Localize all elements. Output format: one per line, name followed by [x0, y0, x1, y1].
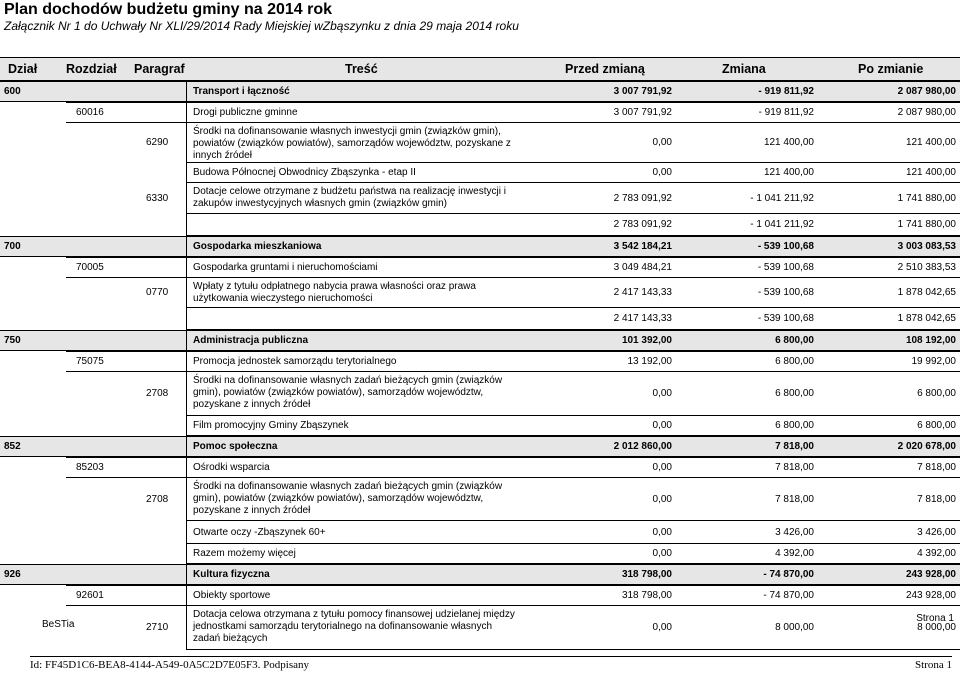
- page-title: Plan dochodów budżetu gminy na 2014 rok: [4, 1, 333, 18]
- cell-zmiana: - 1 041 211,92: [750, 193, 814, 204]
- footer-line: [30, 656, 952, 657]
- cell-tresc: Dotacja celowa otrzymana z tytułu pomocy finansowej udzielanej między jednostkami samorządu terytorialnego na dofinansowanie własnych zadań bieżących: [193, 609, 515, 644]
- cell-po: 2 510 383,53: [897, 262, 956, 273]
- cell-rozdzial: 70005: [76, 262, 104, 273]
- cell-zmiana: 8 000,00: [775, 622, 814, 633]
- cell-zmiana: 4 392,00: [775, 548, 814, 559]
- table-row: [0, 183, 960, 214]
- cell-zmiana: - 919 811,92: [758, 86, 814, 97]
- table-row: [0, 351, 960, 372]
- table-row: [0, 606, 960, 650]
- cell-rozdzial: 92601: [76, 590, 104, 601]
- table-row: [0, 457, 960, 478]
- cell-rozdzial: 75075: [76, 356, 104, 367]
- cell-po: 7 818,00: [917, 462, 956, 473]
- cell-dzial: 926: [4, 569, 21, 580]
- cell-tresc: Środki na dofinansowanie własnych zadań bieżących gmin (związków gmin), powiatów (związków powiatów), samorządów województw, pozyskane z innych źródeł: [193, 375, 503, 410]
- cell-przed: 101 392,00: [621, 335, 672, 346]
- page-subtitle: Załącznik Nr 1 do Uchwały Nr XLI/29/2014 Rady Miejskiej wZbąszynku z dnia 29 maja 2014 roku: [4, 19, 519, 33]
- cell-zmiana: 6 800,00: [775, 335, 814, 346]
- table-row: [0, 521, 960, 544]
- row-divider: [0, 81, 960, 82]
- cell-zmiana: - 539 100,68: [757, 287, 814, 298]
- cell-przed: 2 783 091,92: [613, 193, 672, 204]
- row-divider: [0, 330, 960, 331]
- row-divider: [186, 649, 960, 650]
- table-row: [0, 236, 960, 257]
- cell-tresc: Ośrodki wsparcia: [193, 462, 270, 473]
- table-row: [0, 308, 960, 330]
- cell-tresc: Środki na dofinansowanie własnych inwestycji gmin (związków gmin), powiatów (związków powiatów), samorządów województw, pozyskane z innych źródeł: [193, 126, 511, 161]
- cell-tresc: Obiekty sportowe: [193, 590, 271, 601]
- cell-paragraf: 6290: [146, 137, 169, 148]
- table-header: [0, 57, 960, 81]
- cell-zmiana: 6 800,00: [775, 356, 814, 367]
- header-zmiana: Zmiana: [722, 62, 766, 76]
- cell-tresc: Dotacje celowe otrzymane z budżetu państwa na realizację inwestycji i zakupów inwestycyjnych własnych gmin (związków gmin): [193, 186, 506, 209]
- cell-po: 6 800,00: [917, 388, 956, 399]
- table-body: [0, 81, 960, 650]
- cell-zmiana: - 74 870,00: [763, 569, 814, 580]
- cell-tresc: Film promocyjny Gminy Zbąszynek: [193, 420, 349, 431]
- table-row: [0, 416, 960, 436]
- cell-tresc: Promocja jednostek samorządu terytorialnego: [193, 356, 397, 367]
- cell-przed: 0,00: [652, 494, 672, 505]
- cell-tresc: Transport i łączność: [193, 86, 290, 97]
- cell-po: 6 800,00: [917, 420, 956, 431]
- row-divider: [66, 351, 960, 352]
- cell-przed: 2 417 143,33: [613, 287, 672, 298]
- cell-po: 8 000,00: [917, 622, 956, 633]
- header-paragraf: Paragraf: [134, 62, 185, 76]
- cell-przed: 0,00: [652, 462, 672, 473]
- cell-paragraf: 2708: [146, 388, 169, 399]
- cell-przed: 0,00: [652, 548, 672, 559]
- cell-po: 121 400,00: [905, 137, 956, 148]
- cell-paragraf: 2708: [146, 494, 169, 505]
- cell-po: 1 741 880,00: [897, 219, 956, 230]
- cell-przed: 2 417 143,33: [613, 313, 672, 324]
- cell-dzial: 600: [4, 86, 21, 97]
- cell-przed: 0,00: [652, 388, 672, 399]
- cell-po: 7 818,00: [917, 494, 956, 505]
- header-dzial: Dział: [8, 62, 38, 76]
- cell-po: 4 392,00: [917, 548, 956, 559]
- cell-zmiana: 6 800,00: [775, 420, 814, 431]
- cell-po: 19 992,00: [911, 356, 956, 367]
- cell-tresc: Gospodarka gruntami i nieruchomościami: [193, 262, 378, 273]
- cell-zmiana: - 539 100,68: [757, 313, 814, 324]
- row-divider: [66, 257, 960, 258]
- cell-zmiana: - 539 100,68: [757, 241, 814, 252]
- cell-po: 2 087 980,00: [897, 86, 956, 97]
- cell-przed: 0,00: [652, 622, 672, 633]
- cell-paragraf: 0770: [146, 287, 169, 298]
- table-row: [0, 123, 960, 163]
- table-row: [0, 544, 960, 564]
- cell-przed: 3 049 484,21: [613, 262, 672, 273]
- table-row: [0, 478, 960, 521]
- cell-zmiana: 121 400,00: [763, 167, 814, 178]
- header-tresc: Treść: [345, 62, 378, 76]
- budget-table: [0, 57, 960, 650]
- footer-page: Strona 1: [915, 659, 952, 671]
- row-divider: [66, 457, 960, 458]
- table-row: [0, 330, 960, 351]
- cell-zmiana: - 74 870,00: [763, 590, 814, 601]
- table-row: [0, 585, 960, 606]
- cell-tresc: Razem możemy więcej: [193, 548, 296, 559]
- cell-tresc: Środki na dofinansowanie własnych zadań bieżących gmin (związków gmin), powiatów (związków powiatów), samorządów województw, pozyskane z innych źródeł: [193, 481, 503, 516]
- cell-przed: 318 798,00: [621, 569, 672, 580]
- table-row: [0, 372, 960, 416]
- cell-po: 3 003 083,53: [897, 241, 956, 252]
- cell-przed: 318 798,00: [621, 590, 672, 601]
- row-divider: [66, 585, 960, 586]
- cell-po: 108 192,00: [905, 335, 956, 346]
- cell-przed: 2 783 091,92: [613, 219, 672, 230]
- cell-przed: 3 007 791,92: [613, 86, 672, 97]
- cell-po: 243 928,00: [905, 569, 956, 580]
- table-row: [0, 257, 960, 278]
- footer-right: Strona 1: [916, 613, 954, 624]
- table-row: [0, 214, 960, 236]
- footer-left: BeSTia: [42, 619, 75, 630]
- table-row: [0, 436, 960, 457]
- table-row: [0, 81, 960, 102]
- cell-paragraf: 6330: [146, 193, 169, 204]
- cell-rozdzial: 60016: [76, 107, 104, 118]
- cell-po: 121 400,00: [905, 167, 956, 178]
- cell-tresc: Gospodarka mieszkaniowa: [193, 241, 322, 252]
- cell-po: 3 426,00: [917, 527, 956, 538]
- header-rozdzial: Rozdział: [66, 62, 117, 76]
- header-po: Po zmianie: [858, 62, 924, 76]
- cell-zmiana: 7 818,00: [775, 441, 814, 452]
- cell-zmiana: - 539 100,68: [757, 262, 814, 273]
- cell-po: 2 087 980,00: [897, 107, 956, 118]
- row-divider: [0, 436, 960, 437]
- cell-dzial: 700: [4, 241, 21, 252]
- cell-tresc: Wpłaty z tytułu odpłatnego nabycia prawa własności oraz prawa użytkowania wieczystego nieruchomości: [193, 281, 476, 304]
- row-divider: [0, 564, 960, 565]
- cell-dzial: 852: [4, 441, 21, 452]
- cell-po: 1 878 042,65: [897, 313, 956, 324]
- cell-po: 243 928,00: [905, 590, 956, 601]
- header-przed: Przed zmianą: [565, 62, 645, 76]
- cell-tresc: Kultura fizyczna: [193, 569, 270, 580]
- table-row: [0, 102, 960, 123]
- row-divider: [0, 236, 960, 237]
- cell-zmiana: - 1 041 211,92: [750, 219, 814, 230]
- cell-po: 1 741 880,00: [897, 193, 956, 204]
- cell-tresc: Drogi publiczne gminne: [193, 107, 298, 118]
- cell-tresc: Administracja publiczna: [193, 335, 309, 346]
- cell-zmiana: - 919 811,92: [758, 107, 814, 118]
- cell-zmiana: 3 426,00: [775, 527, 814, 538]
- cell-zmiana: 121 400,00: [763, 137, 814, 148]
- table-row: [0, 278, 960, 308]
- row-divider: [66, 102, 960, 103]
- column-divider: [186, 81, 187, 650]
- cell-zmiana: 7 818,00: [775, 494, 814, 505]
- cell-tresc: Otwarte oczy -Zbąszynek 60+: [193, 527, 326, 538]
- cell-po: 1 878 042,65: [897, 287, 956, 298]
- cell-przed: 3 007 791,92: [613, 107, 672, 118]
- cell-zmiana: 7 818,00: [775, 462, 814, 473]
- cell-tresc: Pomoc społeczna: [193, 441, 278, 452]
- cell-rozdzial: 85203: [76, 462, 104, 473]
- cell-przed: 0,00: [652, 167, 672, 178]
- cell-zmiana: 6 800,00: [775, 388, 814, 399]
- cell-przed: 0,00: [652, 527, 672, 538]
- cell-przed: 0,00: [652, 137, 672, 148]
- cell-dzial: 750: [4, 335, 21, 346]
- cell-paragraf: 2710: [146, 622, 169, 633]
- table-row: [0, 163, 960, 183]
- cell-przed: 13 192,00: [627, 356, 672, 367]
- cell-przed: 3 542 184,21: [613, 241, 672, 252]
- cell-po: 2 020 678,00: [897, 441, 956, 452]
- cell-przed: 0,00: [652, 420, 672, 431]
- table-row: [0, 564, 960, 585]
- cell-tresc: Budowa Północnej Obwodnicy Zbąszynka - etap II: [193, 167, 416, 178]
- cell-przed: 2 012 860,00: [613, 441, 672, 452]
- footer-id: Id: FF45D1C6-BEA8-4144-A549-0A5C2D7E05F3. Podpisany: [30, 659, 309, 671]
